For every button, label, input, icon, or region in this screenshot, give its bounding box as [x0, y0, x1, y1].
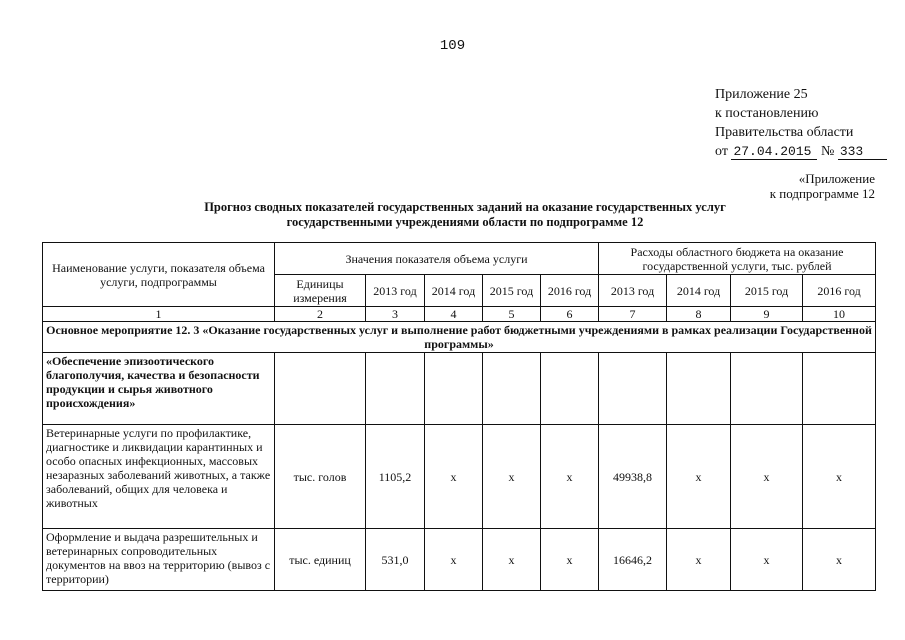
header-volume-2013: 2013 год [366, 275, 425, 307]
header-volume-2016: 2016 год [541, 275, 599, 307]
document-title [120, 200, 810, 230]
expense-2014-cell: х [667, 529, 731, 591]
expense-2015-cell: х [731, 425, 803, 529]
volume-2015-cell: х [483, 529, 541, 591]
appendix-line-1: Приложение 25 [715, 87, 808, 102]
column-number: 4 [425, 307, 483, 322]
appendix-date-line [715, 142, 887, 161]
volume-2016-cell: х [541, 529, 599, 591]
column-number: 5 [483, 307, 541, 322]
number-prefix: № [820, 144, 835, 159]
service-name: Оформление и выдача разрешительных и ветеринарных сопроводительных документов на ввоз на территорию (вывоз с территории) [43, 529, 275, 591]
expense-2013-cell: 16646,2 [599, 529, 667, 591]
empty-cell [366, 353, 425, 425]
date-prefix: от [715, 144, 728, 159]
volume-2016-cell: х [541, 425, 599, 529]
empty-cell [803, 353, 876, 425]
section-row [43, 322, 876, 353]
column-number: 3 [366, 307, 425, 322]
header-volume-2015: 2015 год [483, 275, 541, 307]
header-expense-2014: 2014 год [667, 275, 731, 307]
expense-2013-cell: 49938,8 [599, 425, 667, 529]
sub-appendix-block [600, 171, 875, 201]
appendix-block [715, 85, 887, 161]
header-service-name: Наименование услуги, показателя объема услуги, подпрограммы [43, 243, 275, 307]
header-row-1 [43, 243, 876, 275]
empty-cell [275, 353, 366, 425]
group-row [43, 353, 876, 425]
empty-cell [483, 353, 541, 425]
volume-2013-cell: 531,0 [366, 529, 425, 591]
column-number: 2 [275, 307, 366, 322]
sub-appendix-line-2: к подпрограмме 12 [769, 186, 875, 201]
appendix-line-3: Правительства области [715, 125, 854, 140]
empty-cell [541, 353, 599, 425]
forecast-table [42, 242, 876, 591]
title-line-2: государственными учреждениями области по подпрограмме 12 [286, 215, 644, 229]
column-number: 9 [731, 307, 803, 322]
header-expense-2015: 2015 год [731, 275, 803, 307]
header-volume-2014: 2014 год [425, 275, 483, 307]
header-unit: Единицы измерения [275, 275, 366, 307]
page-number: 109 [439, 38, 466, 54]
header-expense-2016: 2016 год [803, 275, 876, 307]
expense-2015-cell: х [731, 529, 803, 591]
volume-2014-cell: х [425, 425, 483, 529]
empty-cell [425, 353, 483, 425]
column-number-row [43, 307, 876, 322]
header-volume-group: Значения показателя объема услуги [275, 243, 599, 275]
column-number: 1 [43, 307, 275, 322]
group-title: «Обеспечение эпизоотического благополучия, качества и безопасности продукции и сырья животного происхождения» [43, 353, 275, 425]
header-expense-group: Расходы областного бюджета на оказание государственной услуги, тыс. рублей [599, 243, 876, 275]
unit-cell: тыс. голов [275, 425, 366, 529]
header-expense-2013: 2013 год [599, 275, 667, 307]
expense-2014-cell: х [667, 425, 731, 529]
resolution-date: 27.04.2015 [731, 144, 817, 160]
column-number: 6 [541, 307, 599, 322]
title-line-1: Прогноз сводных показателей государственных заданий на оказание государственных услуг [204, 200, 726, 214]
empty-cell [599, 353, 667, 425]
appendix-line-2: к постановлению [715, 106, 819, 121]
expense-2016-cell: х [803, 425, 876, 529]
volume-2013-cell: 1105,2 [366, 425, 425, 529]
service-name: Ветеринарные услуги по профилактике, диагностике и ликвидации карантинных и особо опасных инфекционных, массовых незаразных заболеваний животных, а также заболеваний, общих для человека и животных [43, 425, 275, 529]
unit-cell: тыс. единиц [275, 529, 366, 591]
volume-2014-cell: х [425, 529, 483, 591]
table-row [43, 425, 876, 529]
column-number: 10 [803, 307, 876, 322]
column-number: 8 [667, 307, 731, 322]
column-number: 7 [599, 307, 667, 322]
table-row [43, 529, 876, 591]
empty-cell [667, 353, 731, 425]
resolution-number: 333 [838, 144, 887, 160]
volume-2015-cell: х [483, 425, 541, 529]
sub-appendix-line-1: «Приложение [798, 171, 875, 186]
expense-2016-cell: х [803, 529, 876, 591]
section-title: Основное мероприятие 12. 3 «Оказание государственных услуг и выполнение работ бюджетными учреждениями в рамках реализации Государственной программы» [43, 322, 876, 353]
empty-cell [731, 353, 803, 425]
